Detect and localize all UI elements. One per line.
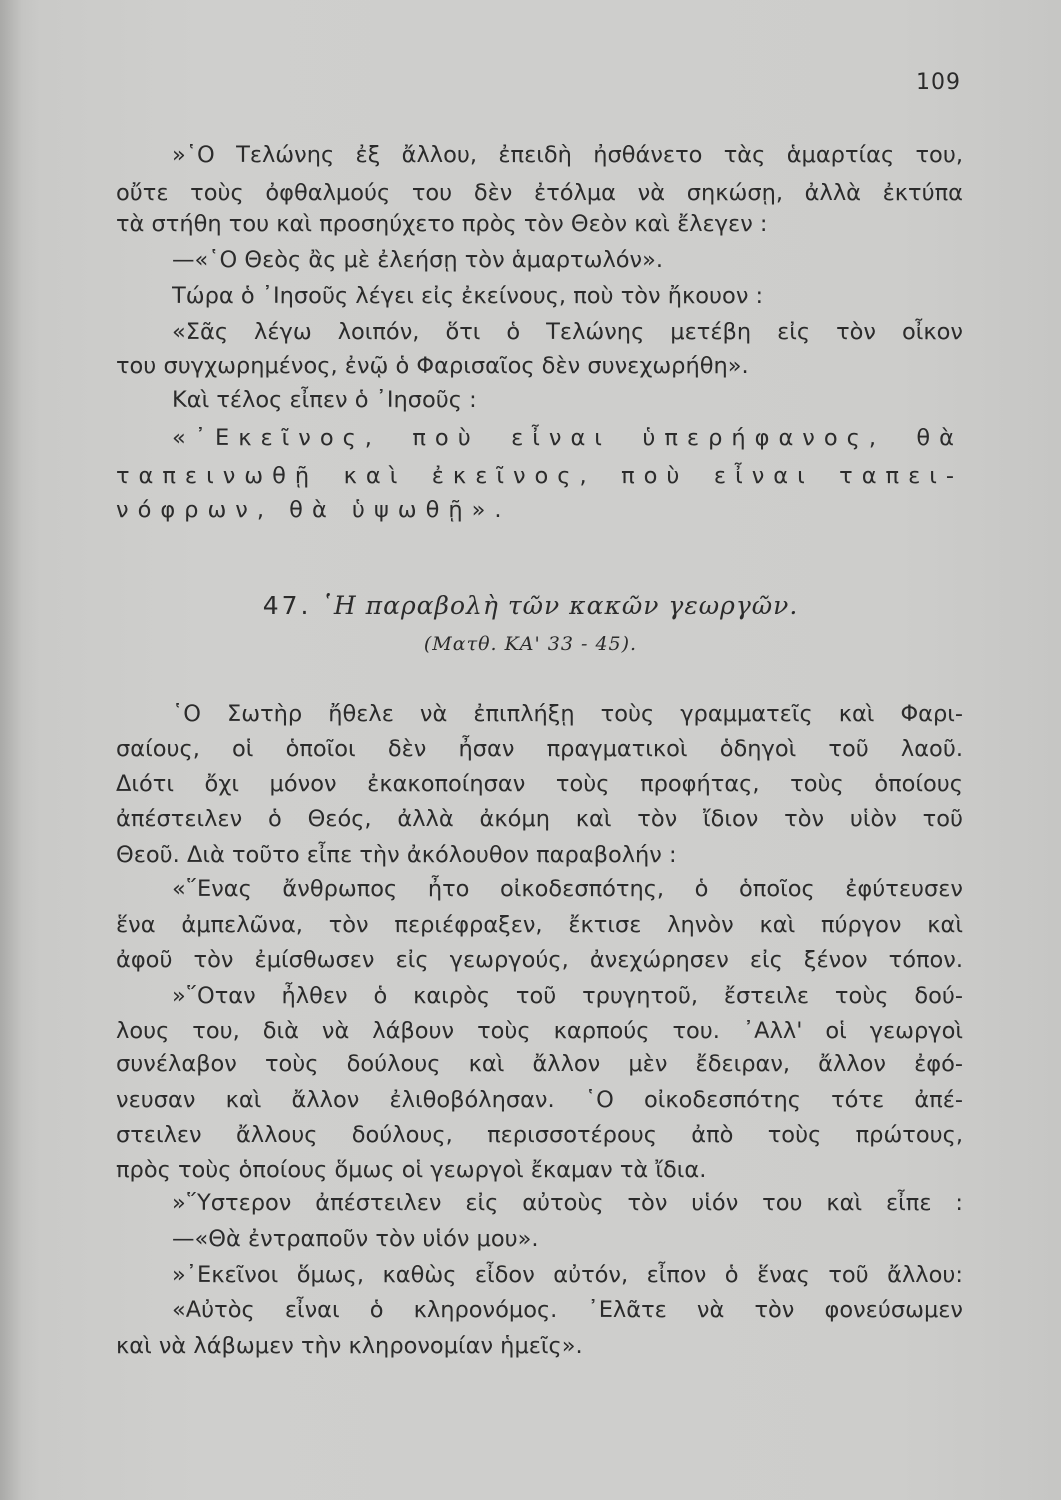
text-line: λους του, διὰ νὰ λάβουν τοὺς καρπούς του. ᾿Αλλ' οἱ γεωργοὶ xyxy=(116,1018,963,1044)
text-line: ἕνα ἀμπελῶνα, τὸν περιέφραξεν, ἔκτισε ληνὸν καὶ πύργον καὶ xyxy=(116,912,963,938)
text-line: «Αὐτὸς εἶναι ὁ κληρονόμος. ᾿Ελᾶτε νὰ τὸν φονεύσωμεν xyxy=(172,1297,963,1323)
text-line: »῾Ο Τελώνης ἐξ ἄλλου, ἐπειδὴ ἠσθάνετο τὰς ἁμαρτίας του, xyxy=(172,142,963,168)
text-line: ταπεινωθῇ καὶ ἐκεῖνος, ποὺ εἶναι ταπει- xyxy=(116,463,963,489)
text-line: στειλεν ἄλλους δούλους, περισσοτέρους ἀπὸ τοὺς πρώτους, xyxy=(116,1122,963,1148)
text-line: ῾Ο Σωτὴρ ἤθελε νὰ ἐπιπλήξῃ τοὺς γραμματεῖς καὶ Φαρι- xyxy=(172,701,963,727)
text-line: νόφρων, θὰ ὑψωθῇ». xyxy=(116,497,511,523)
text-line: «Σᾶς λέγω λοιπόν, ὅτι ὁ Τελώνης μετέβη εἰς τὸν οἶκον xyxy=(172,319,963,345)
text-line: του συγχωρημένος, ἐνῷ ὁ Φαρισαῖος δὲν συνεχωρήθη». xyxy=(116,353,749,379)
section-reference: (Ματθ. ΚΑ' 33 - 45). xyxy=(423,633,638,655)
section-heading xyxy=(0,591,1061,620)
text-line: —«Θὰ ἐντραποῦν τὸν υἱόν μου». xyxy=(172,1226,539,1252)
text-line: «᾿Εκεῖνος, ποὺ εἶναι ὑπερήφανος, θὰ xyxy=(172,425,963,451)
text-line: Θεοῦ. Διὰ τοῦτο εἶπε τὴν ἀκόλουθον παραβολήν : xyxy=(116,842,677,868)
text-line: Τώρα ὁ ᾿Ιησοῦς λέγει εἰς ἐκείνους, ποὺ τὸν ἤκουον : xyxy=(172,283,764,309)
text-line: σαίους, οἱ ὁποῖοι δὲν ἦσαν πραγματικοὶ ὁδηγοὶ τοῦ λαοῦ. xyxy=(116,736,963,762)
text-line: Καὶ τέλος εἶπεν ὁ ᾿Ιησοῦς : xyxy=(172,387,477,413)
text-line: «῞Ενας ἄνθρωπος ἦτο οἰκοδεσπότης, ὁ ὁποῖος ἐφύτευσεν xyxy=(172,876,963,902)
text-line: »᾿Εκεῖνοι ὅμως, καθὼς εἶδον αὐτόν, εἶπον ὁ ἕνας τοῦ ἄλλου: xyxy=(172,1262,963,1288)
section-title: ῾Η παραβολὴ τῶν κακῶν γεωργῶν. xyxy=(320,591,799,620)
section-number: 47. xyxy=(262,591,312,620)
page-number: 109 xyxy=(916,70,961,95)
text-line: ἀπέστειλεν ὁ Θεός, ἀλλὰ ἀκόμη καὶ τὸν ἴδιον τὸν υἱὸν τοῦ xyxy=(116,806,963,832)
text-line: οὔτε τοὺς ὀφθαλμούς του δὲν ἐτόλμα νὰ σηκώσῃ, ἀλλὰ ἐκτύπα xyxy=(116,180,963,206)
text-line: ἀφοῦ τὸν ἐμίσθωσεν εἰς γεωργούς, ἀνεχώρησεν εἰς ξένον τόπον. xyxy=(116,947,963,973)
text-line: τὰ στήθη του καὶ προσηύχετο πρὸς τὸν Θεὸν καὶ ἔλεγεν : xyxy=(116,211,768,237)
text-line: —«῾Ο Θεὸς ἂς μὲ ἐλεήσῃ τὸν ἁμαρτωλόν». xyxy=(172,247,664,273)
text-line: καὶ νὰ λάβωμεν τὴν κληρονομίαν ἡμεῖς». xyxy=(116,1333,583,1359)
text-line: Διότι ὄχι μόνον ἐκακοποίησαν τοὺς προφήτας, τοὺς ὁποίους xyxy=(116,771,963,797)
book-spine-shadow xyxy=(0,0,22,1500)
text-line: συνέλαβον τοὺς δούλους καὶ ἄλλον μὲν ἔδειραν, ἄλλον ἐφό- xyxy=(116,1051,963,1077)
text-line: »῞Οταν ἦλθεν ὁ καιρὸς τοῦ τρυγητοῦ, ἔστειλε τοὺς δού- xyxy=(172,983,963,1009)
text-line: »῞Υστερον ἀπέστειλεν εἰς αὐτοὺς τὸν υἱόν του καὶ εἶπε : xyxy=(172,1190,963,1216)
text-line: πρὸς τοὺς ὁποίους ὅμως οἱ γεωργοὶ ἔκαμαν τὰ ἴδια. xyxy=(116,1157,707,1183)
text-line: νευσαν καὶ ἄλλον ἐλιθοβόλησαν. ῾Ο οἰκοδεσπότης τότε ἀπέ- xyxy=(116,1087,963,1113)
